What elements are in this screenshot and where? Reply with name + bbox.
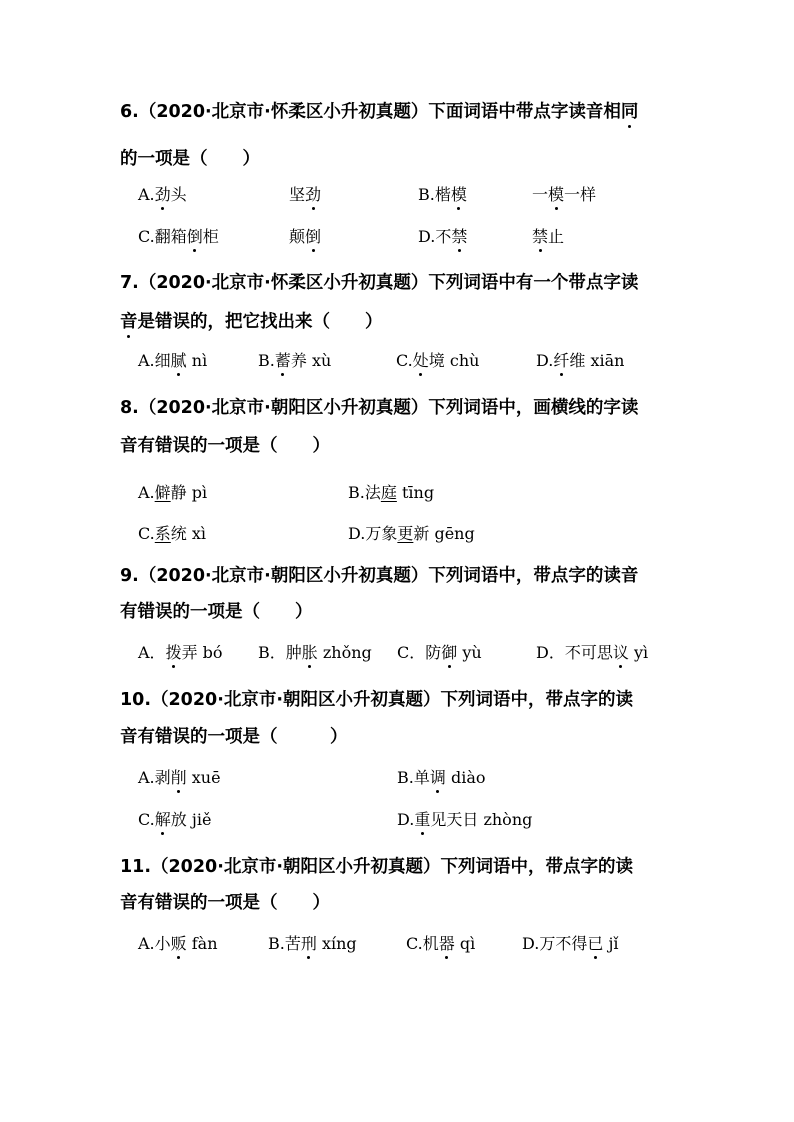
q9-option-d: D．不可思议 yì xyxy=(536,643,649,662)
dotted-char: 刑 xyxy=(300,934,317,953)
q8-option-a: A.僻静 pì xyxy=(138,483,208,502)
q11-option-b: B.苦刑 xíng xyxy=(268,934,357,953)
q6-option-c2: 颠倒 xyxy=(289,227,322,246)
q6-option-d2: 禁止 xyxy=(532,227,565,246)
question-9-stem-line1: 9.（2020·北京市·朝阳区小升初真题）下列词语中，带点字的读音 xyxy=(120,566,639,586)
underlined-char: 庭 xyxy=(380,483,397,502)
q11-option-a: A.小贩 fàn xyxy=(138,934,218,953)
question-11-stem-line1: 11.（2020·北京市·朝阳区小升初真题）下列词语中，带点字的读 xyxy=(120,857,634,877)
dotted-char: 议 xyxy=(612,643,629,662)
dotted-char: 倒 xyxy=(305,227,322,246)
question-10-stem-line1: 10.（2020·北京市·朝阳区小升初真题）下列词语中，带点字的读 xyxy=(120,690,634,710)
q10-option-d: D.重见天日 zhòng xyxy=(397,810,533,829)
q10-option-c: C.解放 jiě xyxy=(138,810,212,829)
q7-option-d: D.纤维 xiān xyxy=(536,351,625,370)
dotted-char: 音 xyxy=(120,312,138,332)
q11-option-c: C.机器 qì xyxy=(406,934,476,953)
q9-option-c: C．防御 yù xyxy=(397,643,482,662)
dotted-char: 贩 xyxy=(170,934,187,953)
dotted-char: 禁 xyxy=(532,227,549,246)
question-8-stem-line2: 音有错误的一项是（ ） xyxy=(120,436,330,456)
dotted-char: 胀 xyxy=(301,643,318,662)
q9-option-b: B．肿胀 zhǒng xyxy=(258,643,372,662)
q6-option-c1: C.翻箱倒柜 xyxy=(138,227,219,246)
q11-option-d: D.万不得已 jǐ xyxy=(522,934,619,953)
dotted-char: 重 xyxy=(414,810,431,829)
q8-option-d: D.万象更新 gēng xyxy=(348,524,475,543)
question-8-stem-line1: 8.（2020·北京市·朝阳区小升初真题）下列词语中，画横线的字读 xyxy=(120,398,639,418)
dotted-char: 禁 xyxy=(451,227,468,246)
dotted-char: 已 xyxy=(587,934,604,953)
dotted-char: 同 xyxy=(620,102,639,122)
dotted-char: 器 xyxy=(438,934,455,953)
question-11-stem-line2: 音有错误的一项是（ ） xyxy=(120,893,330,913)
q10-option-b: B.单调 diào xyxy=(397,768,486,787)
dotted-char: 削 xyxy=(170,768,187,787)
q7-option-a: A.细腻 nì xyxy=(138,351,208,370)
dotted-char: 拨 xyxy=(165,643,182,662)
q6-option-b2: 一模一样 xyxy=(532,185,597,204)
question-6-stem-line1: 6.（2020·北京市·怀柔区小升初真题）下面词语中带点字读音相同 xyxy=(120,102,639,122)
q7-option-c: C.处境 chù xyxy=(396,351,480,370)
dotted-char: 模 xyxy=(450,185,467,204)
q6-option-a2: 坚劲 xyxy=(289,185,322,204)
q9-option-a: A．拨弄 bó xyxy=(138,643,223,662)
q6-option-d1: D.不禁 xyxy=(418,227,468,246)
dotted-char: 模 xyxy=(548,185,565,204)
dotted-char: 调 xyxy=(429,768,446,787)
question-6-stem-line2: 的一项是（ ） xyxy=(120,149,260,169)
q6-option-b1: B.楷模 xyxy=(418,185,467,204)
underlined-char: 系 xyxy=(154,524,171,543)
dotted-char: 劲 xyxy=(154,185,171,204)
question-7-stem-line2: 音是错误的，把它找出来（ ） xyxy=(120,312,383,332)
question-7-stem-line1: 7.（2020·北京市·怀柔区小升初真题）下列词语中有一个带点字读 xyxy=(120,273,639,293)
dotted-char: 纤 xyxy=(553,351,570,370)
question-9-stem-line2: 有错误的一项是（ ） xyxy=(120,602,313,622)
underlined-char: 僻 xyxy=(154,483,171,502)
q7-option-b: B.蓄养 xù xyxy=(258,351,332,370)
q8-option-b: B.法庭 tīng xyxy=(348,483,435,502)
dotted-char: 处 xyxy=(412,351,429,370)
question-10-stem-line2: 音有错误的一项是（ ） xyxy=(120,727,348,747)
dotted-char: 腻 xyxy=(170,351,187,370)
dotted-char: 倒 xyxy=(186,227,203,246)
dotted-char: 解 xyxy=(154,810,171,829)
dotted-char: 蓄 xyxy=(274,351,291,370)
q6-option-a1: A.劲头 xyxy=(138,185,187,204)
dotted-char: 御 xyxy=(441,643,458,662)
q8-option-c: C.系统 xì xyxy=(138,524,207,543)
dotted-char: 劲 xyxy=(305,185,322,204)
underlined-char: 更 xyxy=(397,524,414,543)
q10-option-a: A.剥削 xuē xyxy=(138,768,221,787)
